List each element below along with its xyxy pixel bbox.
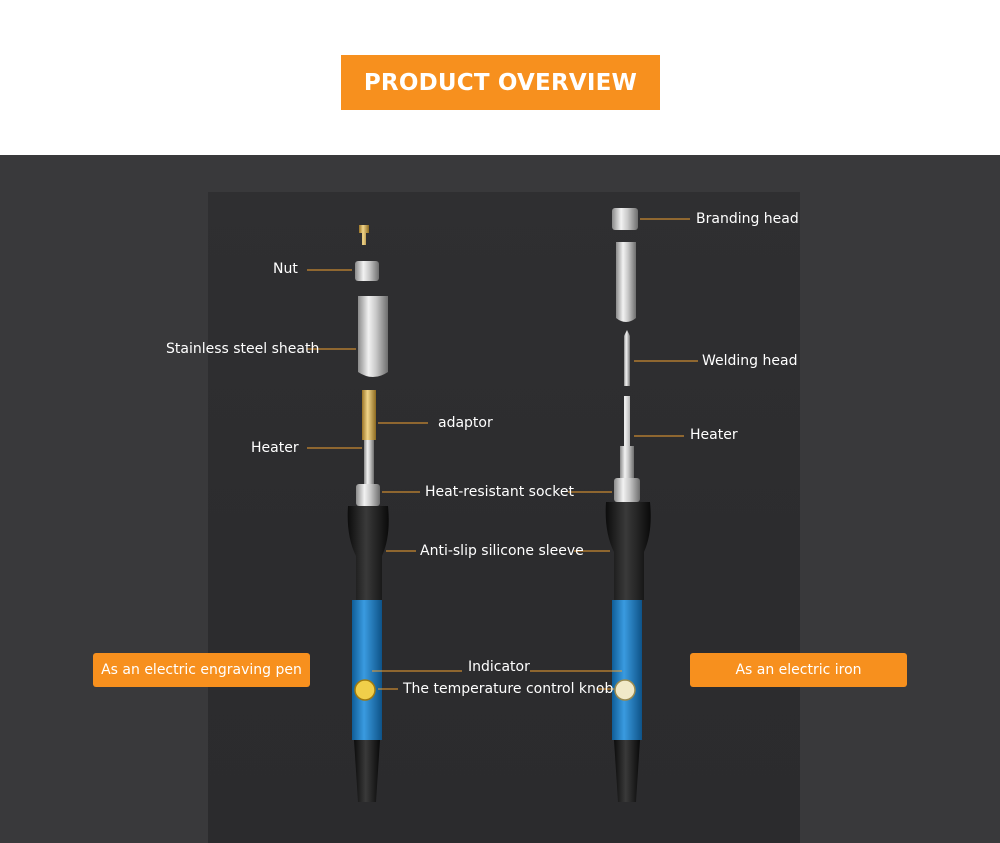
engraving-pen-illustration — [348, 225, 389, 802]
label-heater-right: Heater — [690, 427, 738, 443]
electric-iron-mode-button[interactable]: As an electric iron — [690, 653, 907, 687]
label-welding-head: Welding head — [702, 353, 798, 369]
label-indicator: Indicator — [468, 659, 530, 675]
label-heat-resistant-socket: Heat-resistant socket — [425, 484, 574, 500]
engraving-pen-mode-button[interactable]: As an electric engraving pen — [93, 653, 310, 687]
page-title: PRODUCT OVERVIEW — [341, 55, 660, 110]
label-branding-head: Branding head — [696, 211, 799, 227]
label-heater-left: Heater — [251, 440, 299, 456]
soldering-iron-illustration — [606, 208, 651, 802]
label-nut: Nut — [273, 261, 298, 277]
label-temperature-control-knob: The temperature control knob — [403, 681, 614, 697]
label-stainless-steel-sheath: Stainless steel sheath — [166, 341, 320, 357]
label-adaptor: adaptor — [438, 415, 493, 431]
label-anti-slip-silicone-sleeve: Anti-slip silicone sleeve — [420, 543, 584, 559]
